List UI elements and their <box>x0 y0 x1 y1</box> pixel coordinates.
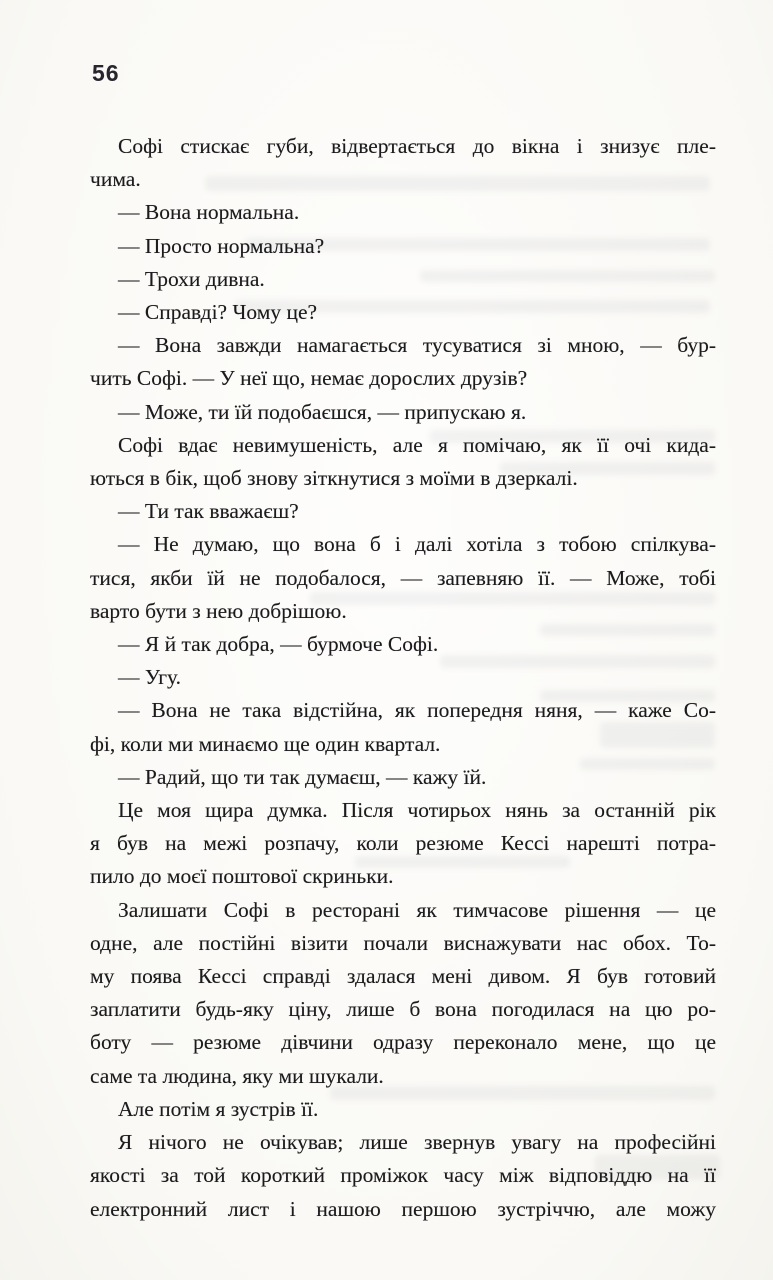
text-line: Софі стискає губи, відвертається до вікна і знизує пле- <box>118 134 716 158</box>
text-line: — Трохи дивна. <box>118 266 265 291</box>
text-line: варто бути з нею добрішою. <box>90 598 347 623</box>
body-text <box>90 130 716 1226</box>
paragraph <box>90 130 716 196</box>
paragraph <box>90 628 716 661</box>
text-line: чить Софі. — У неї що, немає дорослих друзів? <box>90 366 528 391</box>
text-line: Я нічого не очікував; лише звернув увагу на професійні <box>118 1130 716 1155</box>
text-line: я був на межі розпачу, коли резюме Кессі нарешті потра- <box>90 831 716 856</box>
paragraph <box>90 396 716 429</box>
text-line: — Вона не така відстійна, як попередня няня, — каже Со- <box>118 698 716 723</box>
text-line: ються в бік, щоб знову зіткнутися з моїми в дзеркалі. <box>90 466 578 491</box>
text-line: одне, але постійні візити почали виснажувати нас обох. То- <box>90 930 716 955</box>
paragraph <box>90 196 716 229</box>
text-line: — Я й так добра, — бурмоче Софі. <box>118 632 439 657</box>
paragraph <box>90 495 716 528</box>
text-line: пило до моєї поштової скриньки. <box>90 864 394 889</box>
text-line: — Не думаю, що вона б і далі хотіла з тобою спілкува- <box>118 532 716 557</box>
text-line: заплатити будь-яку ціну, лише б вона погодилася на цю ро- <box>90 997 716 1022</box>
paragraph <box>90 794 716 894</box>
text-line: тися, якби їй не подобалося, — запевняю її. — Може, тобі <box>90 565 716 590</box>
text-line: чима. <box>90 167 141 192</box>
text-line: — Просто нормальна? <box>118 233 325 258</box>
paragraph <box>90 1093 716 1126</box>
text-line: — Ти так вважаєш? <box>118 499 299 524</box>
paragraph <box>90 329 716 395</box>
text-line: Софі вдає невимушеність, але я помічаю, як її очі кида- <box>118 432 716 457</box>
text-line: Але потім я зустрів її. <box>118 1096 319 1121</box>
page-number: 56 <box>92 60 120 86</box>
text-line: — Справді? Чому це? <box>118 300 318 325</box>
paragraph <box>90 694 716 760</box>
text-line: якості за той короткий проміжок часу між відповіддю на її <box>90 1163 716 1188</box>
paragraph <box>90 661 716 694</box>
paragraph <box>90 1126 716 1226</box>
text-line: електронний лист і нашою першою зустріччю, але можу <box>90 1196 716 1221</box>
paragraph <box>90 296 716 329</box>
text-line: саме та людина, яку ми шукали. <box>90 1063 384 1088</box>
text-line: — Вона нормальна. <box>118 200 300 225</box>
text-line: — Вона завжди намагається тусуватися зі мною, — бур- <box>118 333 716 358</box>
text-line: — Радий, що ти так думаєш, — кажу їй. <box>118 764 487 789</box>
text-line: — Угу. <box>118 665 181 690</box>
paragraph <box>90 263 716 296</box>
text-line: — Може, ти їй подобаєшся, — припускаю я. <box>118 399 527 424</box>
paragraph <box>90 429 716 495</box>
text-line: му поява Кессі справді здалася мені дивом. Я був готовий <box>90 964 716 989</box>
paragraph <box>90 230 716 263</box>
paragraph <box>90 528 716 628</box>
text-line: фі, коли ми минаємо ще один квартал. <box>90 731 441 756</box>
text-line: Залишати Софі в ресторані як тимчасове рішення — це <box>118 897 716 922</box>
text-line: Це моя щира думка. Після чотирьох нянь за останній рік <box>118 798 716 823</box>
paragraph <box>90 894 716 1093</box>
paragraph <box>90 761 716 794</box>
text-line: боту — резюме дівчини одразу переконало мене, що це <box>90 1030 716 1055</box>
